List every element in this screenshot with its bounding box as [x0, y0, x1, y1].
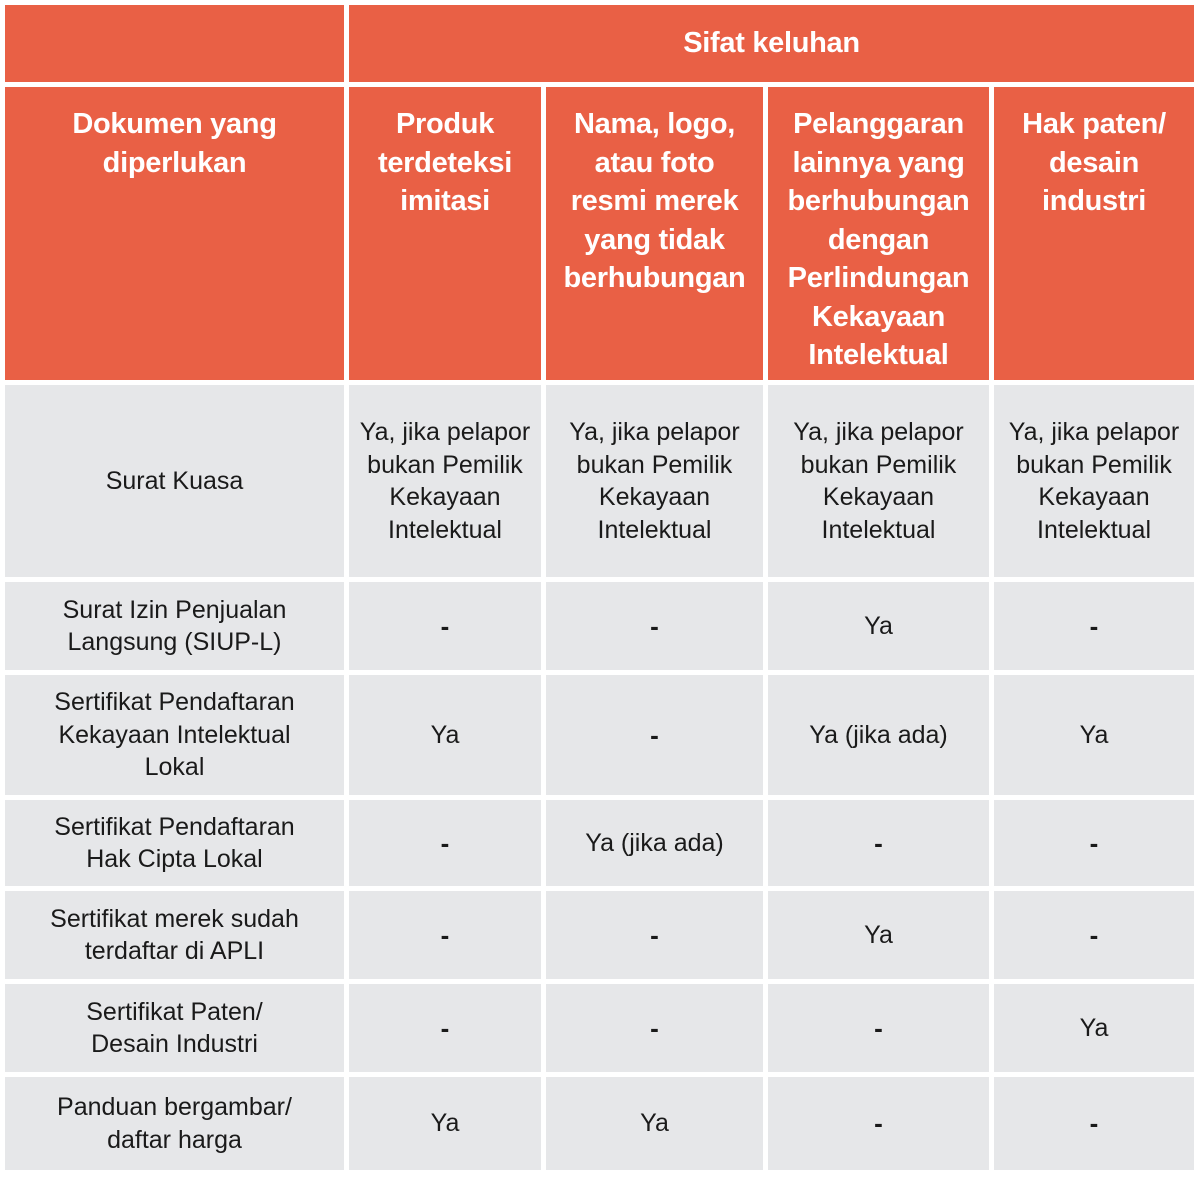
document-name: Sertifikat Paten/ Desain Industri [86, 997, 263, 1058]
column-header-text: Nama, logo, atau foto resmi merek yang tidak berhubungan [563, 108, 746, 294]
value-text: Ya (jika ada) [809, 720, 948, 749]
value-text: Ya, jika pelapor bukan Pemilik Kekayaan Intelektual [793, 418, 964, 544]
document-name-cell [5, 582, 344, 670]
column-header-row [5, 87, 1194, 380]
document-name: Sertifikat merek sudah terdaftar di APLI [50, 904, 299, 965]
value-text: - [650, 610, 659, 641]
value-cell [349, 891, 541, 979]
value-cell [994, 385, 1194, 577]
group-header-row [5, 5, 1194, 82]
empty-corner-cell [5, 5, 344, 82]
row-header-label-text: Dokumen yang diperlukan [72, 108, 277, 179]
column-header-text: Hak paten/ desain industri [1022, 108, 1166, 217]
value-cell [994, 984, 1194, 1072]
document-name: Sertifikat Pendaftaran Kekayaan Intelektual Lokal [54, 688, 295, 782]
value-cell [349, 1077, 541, 1170]
value-cell [546, 582, 763, 670]
document-name-cell [5, 675, 344, 795]
document-name: Sertifikat Pendaftaran Hak Cipta Lokal [54, 812, 295, 873]
value-cell [546, 891, 763, 979]
value-text: - [874, 1012, 883, 1043]
value-cell [768, 675, 989, 795]
value-text: Ya [640, 1109, 669, 1138]
value-text: - [1089, 610, 1099, 641]
document-name-cell [5, 1077, 344, 1170]
value-cell [349, 800, 541, 886]
value-cell [994, 582, 1194, 670]
document-name: Surat Kuasa [105, 466, 244, 495]
value-text: Ya [1079, 1013, 1109, 1042]
value-text: - [650, 1012, 659, 1043]
value-cell [546, 675, 763, 795]
value-text: - [1089, 827, 1099, 858]
value-text: - [440, 610, 450, 641]
column-header-imitation [349, 87, 541, 380]
table-row [5, 891, 1194, 979]
value-cell [349, 582, 541, 670]
table-row [5, 582, 1194, 670]
value-cell [994, 1077, 1194, 1170]
value-cell [546, 984, 763, 1072]
value-text: Ya, jika pelapor bukan Pemilik Kekayaan Intelektual [1008, 418, 1180, 544]
value-text: - [440, 1012, 450, 1043]
value-text: Ya (jika ada) [585, 828, 724, 857]
document-name-cell [5, 891, 344, 979]
document-name-cell [5, 800, 344, 886]
table-row [5, 675, 1194, 795]
column-header-other-ip-violation [768, 87, 989, 380]
value-cell [994, 800, 1194, 886]
value-cell [349, 675, 541, 795]
value-text: Ya [1079, 720, 1109, 749]
value-cell [349, 984, 541, 1072]
document-name-cell [5, 984, 344, 1072]
table-row [5, 1077, 1194, 1170]
value-text: Ya [864, 920, 893, 949]
value-cell [546, 385, 763, 577]
value-cell [768, 984, 989, 1072]
value-text: - [874, 1108, 883, 1139]
value-text: - [440, 827, 450, 858]
value-cell [546, 800, 763, 886]
table-row [5, 385, 1194, 577]
row-header-label [5, 87, 344, 380]
group-header-sifat-keluhan: Sifat keluhan [349, 5, 1194, 82]
value-text: - [650, 719, 659, 750]
value-cell [546, 1077, 763, 1170]
document-name-cell [5, 385, 344, 577]
value-text: - [1089, 919, 1099, 950]
value-cell [994, 891, 1194, 979]
value-cell [349, 385, 541, 577]
value-cell [994, 675, 1194, 795]
value-text: Ya [430, 720, 460, 749]
document-name: Surat Izin Penjualan Langsung (SIUP-L) [62, 595, 287, 656]
document-name: Panduan bergambar/ daftar harga [57, 1093, 292, 1154]
table-row [5, 800, 1194, 886]
column-header-text: Produk terdeteksi imitasi [377, 108, 512, 217]
column-header-patent-design [994, 87, 1194, 380]
value-text: - [874, 827, 883, 858]
value-text: Ya, jika pelapor bukan Pemilik Kekayaan Intelektual [359, 418, 531, 544]
value-cell [768, 891, 989, 979]
value-cell [768, 385, 989, 577]
value-text: - [650, 919, 659, 950]
column-header-unrelated-brand [546, 87, 763, 380]
value-cell [768, 582, 989, 670]
value-cell [768, 1077, 989, 1170]
table-row [5, 984, 1194, 1072]
value-cell [768, 800, 989, 886]
value-text: - [440, 919, 450, 950]
value-text: Ya [864, 611, 893, 640]
value-text: Ya [430, 1109, 460, 1138]
value-text: Ya, jika pelapor bukan Pemilik Kekayaan Intelektual [569, 418, 740, 544]
column-header-text: Pelanggaran lainnya yang berhubungan dengan Perlindungan Kekayaan Intelektual [787, 108, 970, 371]
value-text: - [1089, 1108, 1099, 1139]
